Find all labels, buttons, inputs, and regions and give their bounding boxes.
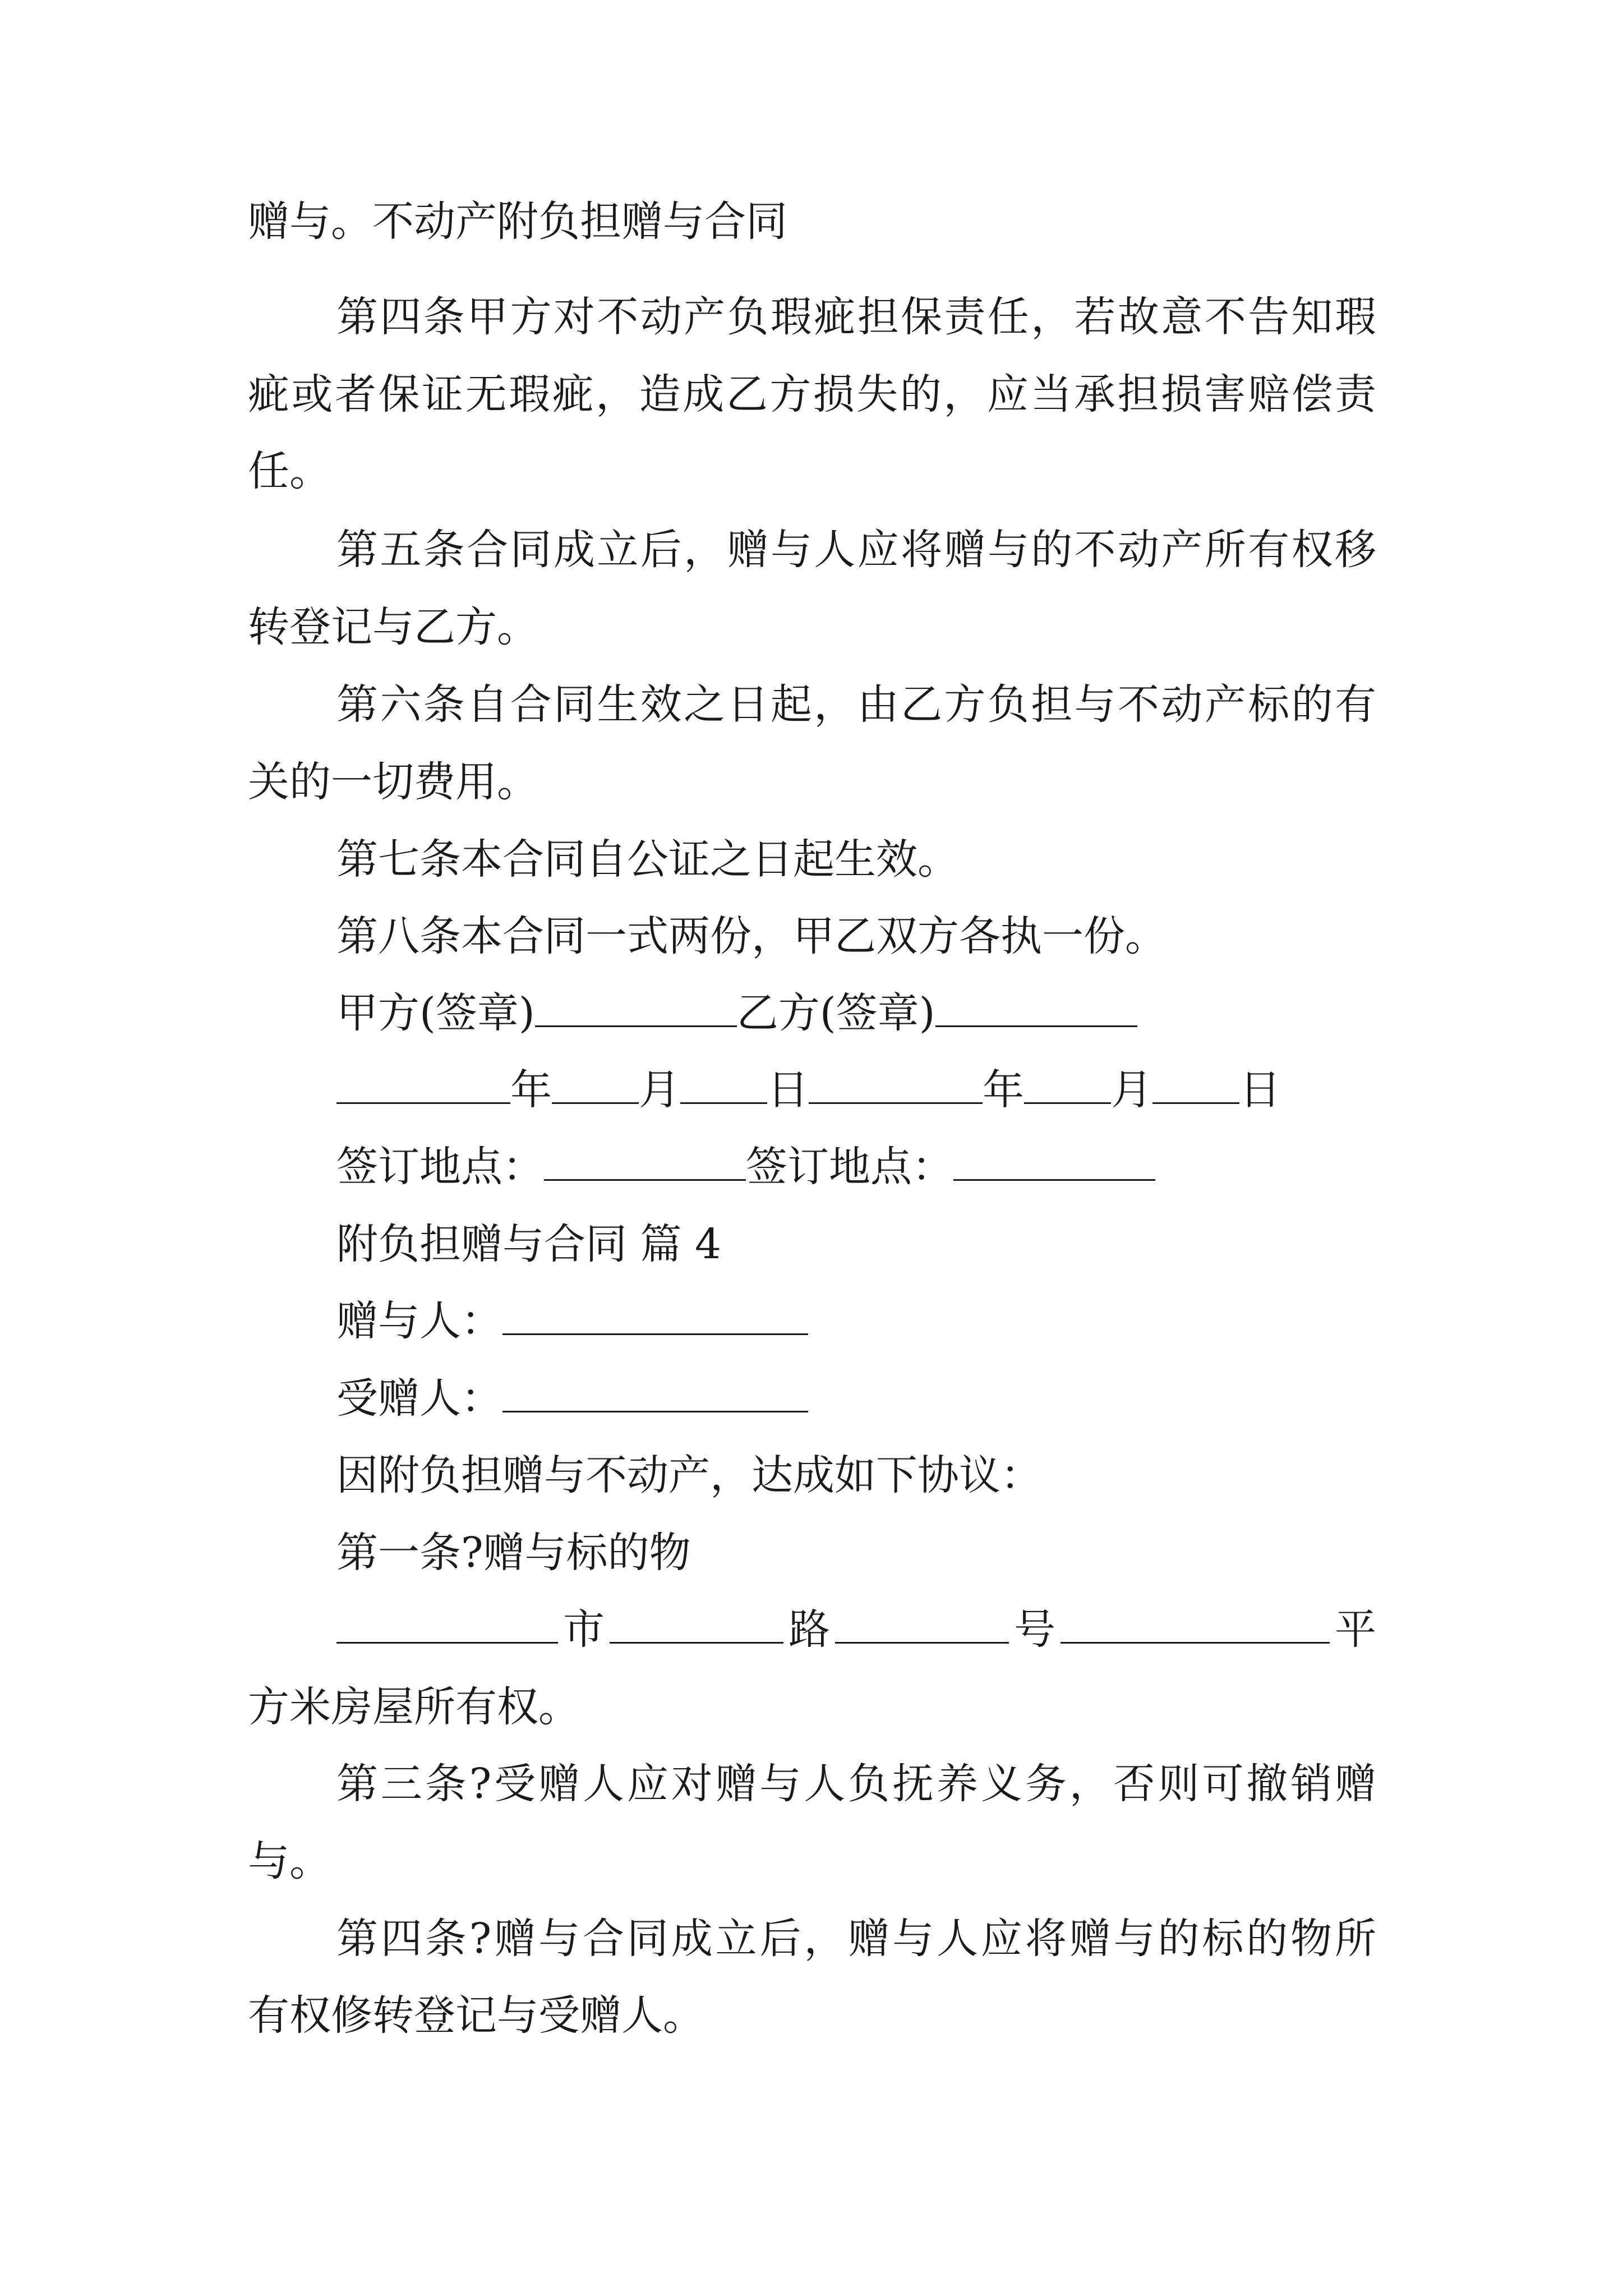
- party-a-label: 甲方(签章): [336, 989, 535, 1037]
- city-label: 市: [563, 1605, 605, 1654]
- year-label: 年: [510, 1066, 552, 1114]
- address-row: [336, 1602, 1376, 1658]
- month-blank[interactable]: [1024, 1063, 1111, 1104]
- party-b-label: 乙方(签章): [736, 989, 935, 1037]
- text-line: 有权修转登记与受赠人。: [248, 1991, 704, 2040]
- party-a-blank[interactable]: [535, 986, 737, 1027]
- month-label: 月: [1111, 1066, 1152, 1114]
- day-blank[interactable]: [1152, 1063, 1239, 1104]
- area-unit-label: 平: [1335, 1605, 1376, 1654]
- place-a-label: 签订地点：: [336, 1143, 544, 1191]
- place-row: [336, 1139, 1155, 1195]
- day-label: 日: [767, 1066, 809, 1114]
- text-line: 第六条自合同生效之日起，由乙方负担与不动产标的有: [336, 680, 1376, 729]
- month-label: 月: [639, 1066, 680, 1114]
- text-line: 任。: [248, 447, 331, 495]
- place-b-blank[interactable]: [953, 1140, 1155, 1181]
- date-row: [336, 1062, 1281, 1118]
- donor-label: 赠与人：: [336, 1297, 502, 1345]
- number-label: 号: [1014, 1605, 1055, 1654]
- text-line: 第四条?赠与合同成立后，赠与人应将赠与的标的物所: [336, 1915, 1376, 1963]
- area-blank[interactable]: [1061, 1603, 1330, 1644]
- place-a-blank[interactable]: [544, 1140, 746, 1181]
- text-line: 第七条本合同自公证之日起生效。: [336, 835, 959, 884]
- text-line: 与。: [248, 1837, 331, 1885]
- month-blank[interactable]: [552, 1063, 639, 1104]
- text-line: 第八条本合同一式两份，甲乙双方各执一份。: [336, 912, 1166, 960]
- day-blank[interactable]: [680, 1063, 767, 1104]
- text-line: 赠与。不动产附负担赠与合同: [248, 197, 787, 246]
- text-line: 转登记与乙方。: [248, 603, 538, 651]
- text-line: 第三条?受赠人应对赠与人负抚养义务，否则可撤销赠: [336, 1760, 1376, 1808]
- day-label: 日: [1239, 1066, 1281, 1114]
- text-line: 第一条?赠与标的物: [336, 1529, 691, 1577]
- place-b-label: 签订地点：: [746, 1143, 953, 1191]
- road-label: 路: [789, 1605, 830, 1654]
- party-b-blank[interactable]: [935, 986, 1137, 1027]
- road-blank[interactable]: [610, 1603, 783, 1644]
- city-blank[interactable]: [336, 1603, 558, 1644]
- text-line: 因附负担赠与不动产，达成如下协议：: [336, 1451, 1042, 1499]
- year-blank[interactable]: [809, 1063, 983, 1104]
- number-blank[interactable]: [835, 1603, 1009, 1644]
- year-blank[interactable]: [336, 1063, 510, 1104]
- section-heading: 附负担赠与合同 篇 4: [336, 1220, 722, 1268]
- donor-row: [336, 1293, 808, 1349]
- text-line: 第四条甲方对不动产负瑕疵担保责任，若故意不告知瑕: [336, 293, 1376, 341]
- text-line: 方米房屋所有权。: [248, 1683, 580, 1731]
- text-line: 第五条合同成立后，赠与人应将赠与的不动产所有权移: [336, 526, 1376, 574]
- donor-blank[interactable]: [502, 1294, 808, 1335]
- donee-blank[interactable]: [502, 1372, 808, 1412]
- donee-label: 受赠人：: [336, 1374, 502, 1423]
- donee-row: [336, 1370, 808, 1427]
- text-line: 疵或者保证无瑕疵，造成乙方损失的，应当承担损害赔偿责: [248, 370, 1376, 418]
- signature-row: [336, 985, 1137, 1041]
- year-label: 年: [983, 1066, 1024, 1114]
- text-line: 关的一切费用。: [248, 758, 538, 806]
